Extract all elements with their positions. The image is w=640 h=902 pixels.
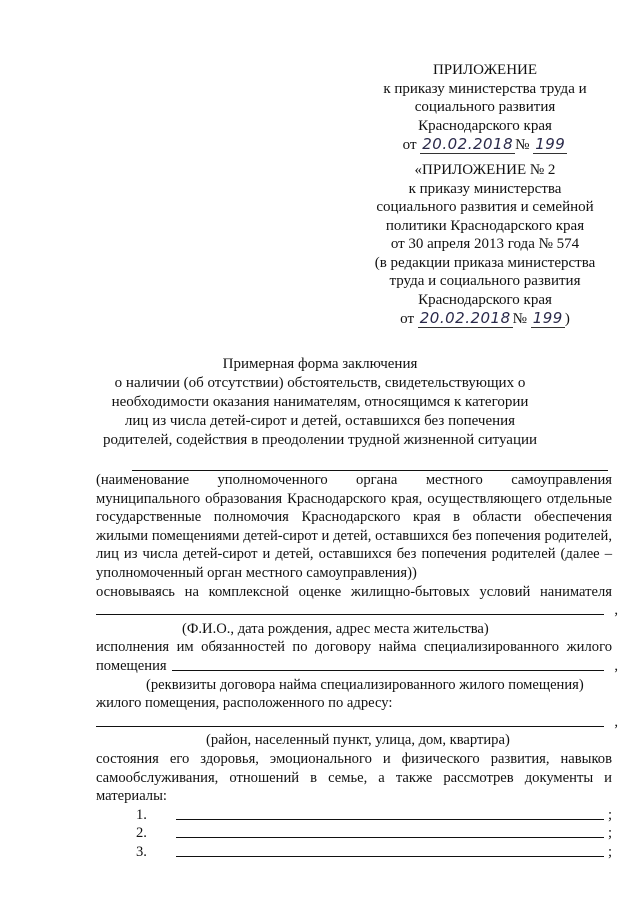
contract-blank[interactable] — [172, 670, 604, 671]
form-body — [96, 452, 618, 861]
comma: , — [614, 657, 618, 674]
appendix2-line: политики Краснодарского края — [385, 217, 585, 234]
address-intro: жилого помещения, расположенного по адресу: — [96, 695, 393, 712]
item-end: ; — [607, 806, 612, 823]
appendix-date-line — [360, 135, 610, 155]
title-line: Примерная форма заключения — [222, 356, 418, 372]
handwritten-date: 20.02.2018 — [422, 135, 514, 153]
title-line: необходимости оказания нанимателям, относящимся к категории — [111, 394, 529, 410]
item-end: ; — [607, 825, 612, 842]
based-on-text: основываясь на комплексной оценке жилищно-бытовых условий нанимателя — [96, 583, 612, 600]
item-end: ; — [607, 843, 612, 860]
address-caption: (район, населенный пункт, улица, дом, квартира) — [206, 732, 510, 749]
title-line: о наличии (об отсутствии) обстоятельств, свидетельствующих о — [114, 375, 526, 391]
appendix-line: социального развития — [414, 99, 556, 115]
appendix2-line: социального развития и семейной — [376, 199, 594, 215]
handwritten-number: 199 — [532, 309, 563, 327]
appendix2-date-line — [360, 309, 610, 329]
item-blank[interactable] — [176, 837, 604, 838]
org-name-blank[interactable] — [132, 452, 608, 471]
org-caption: (наименование уполномоченного органа местного самоуправления муниципального образования Краснодарского края, осуществляющего отдельные государственные полномочия Краснодарского края в области обеспечения жилыми помещениями детей-сирот и детей, оставшихся без попечения родителей, лиц из числа детей-сирот и детей, оставшихся без попечения родителей (далее – уполномоченный орган местного самоуправления)) — [96, 472, 612, 581]
closing-paren: ) — [564, 311, 570, 327]
fio-blank[interactable] — [96, 614, 604, 615]
document-title — [60, 355, 580, 450]
premises-label: помещения — [96, 657, 167, 674]
handwritten-date: 20.02.2018 — [419, 309, 511, 327]
item-blank[interactable] — [176, 819, 604, 820]
appendix2-title: «ПРИЛОЖЕНИЕ № 2 — [414, 162, 556, 178]
appendix2-line: труда и социального развития — [389, 273, 581, 289]
premises-row — [96, 657, 618, 676]
address-blank-row — [96, 713, 618, 732]
appendix2-header — [360, 161, 610, 329]
address-blank[interactable] — [96, 726, 604, 727]
list-item — [96, 824, 612, 843]
handwritten-number: 199 — [535, 135, 566, 153]
title-line: родителей, содействия в преодолении трудной жизненной ситуации — [102, 432, 538, 448]
item-blank[interactable] — [176, 856, 604, 857]
date-prefix: от — [400, 311, 414, 327]
item-number: 1. — [136, 806, 147, 823]
appendix-title: ПРИЛОЖЕНИЕ — [432, 62, 538, 78]
appendix-line: Краснодарского края — [418, 117, 552, 134]
appendix2-line: Краснодарского края — [418, 291, 552, 308]
date-prefix: от — [402, 137, 417, 153]
appendix2-line: от 30 апреля 2013 года № 574 — [390, 236, 580, 252]
fio-blank-row — [96, 601, 618, 620]
title-line: лиц из числа детей-сирот и детей, оставшихся без попечения — [124, 413, 516, 429]
obligations-text: исполнения им обязанностей по договору найма специализированного жилого — [96, 639, 612, 656]
number-sign: № — [512, 311, 527, 327]
number-sign: № — [515, 137, 530, 153]
item-number: 2. — [136, 825, 147, 842]
appendix-line: к приказу министерства труда и — [383, 80, 587, 97]
comma: , — [614, 602, 618, 619]
appendix2-line: (в редакции приказа министерства — [374, 254, 596, 271]
health-text: состояния его здоровья, эмоционального и физического развития, навыков самообслуживания, отношений в семье, а также рассмотрев документы и материалы: — [96, 750, 612, 805]
item-number: 3. — [136, 843, 147, 860]
list-item — [96, 806, 612, 825]
list-item — [96, 843, 612, 862]
comma: , — [614, 713, 618, 730]
contract-caption: (реквизиты договора найма специализированного жилого помещения) — [146, 676, 584, 693]
fio-caption: (Ф.И.О., дата рождения, адрес места жительства) — [182, 620, 489, 637]
appendix-header — [360, 61, 610, 155]
appendix2-line: к приказу министерства — [408, 180, 562, 197]
